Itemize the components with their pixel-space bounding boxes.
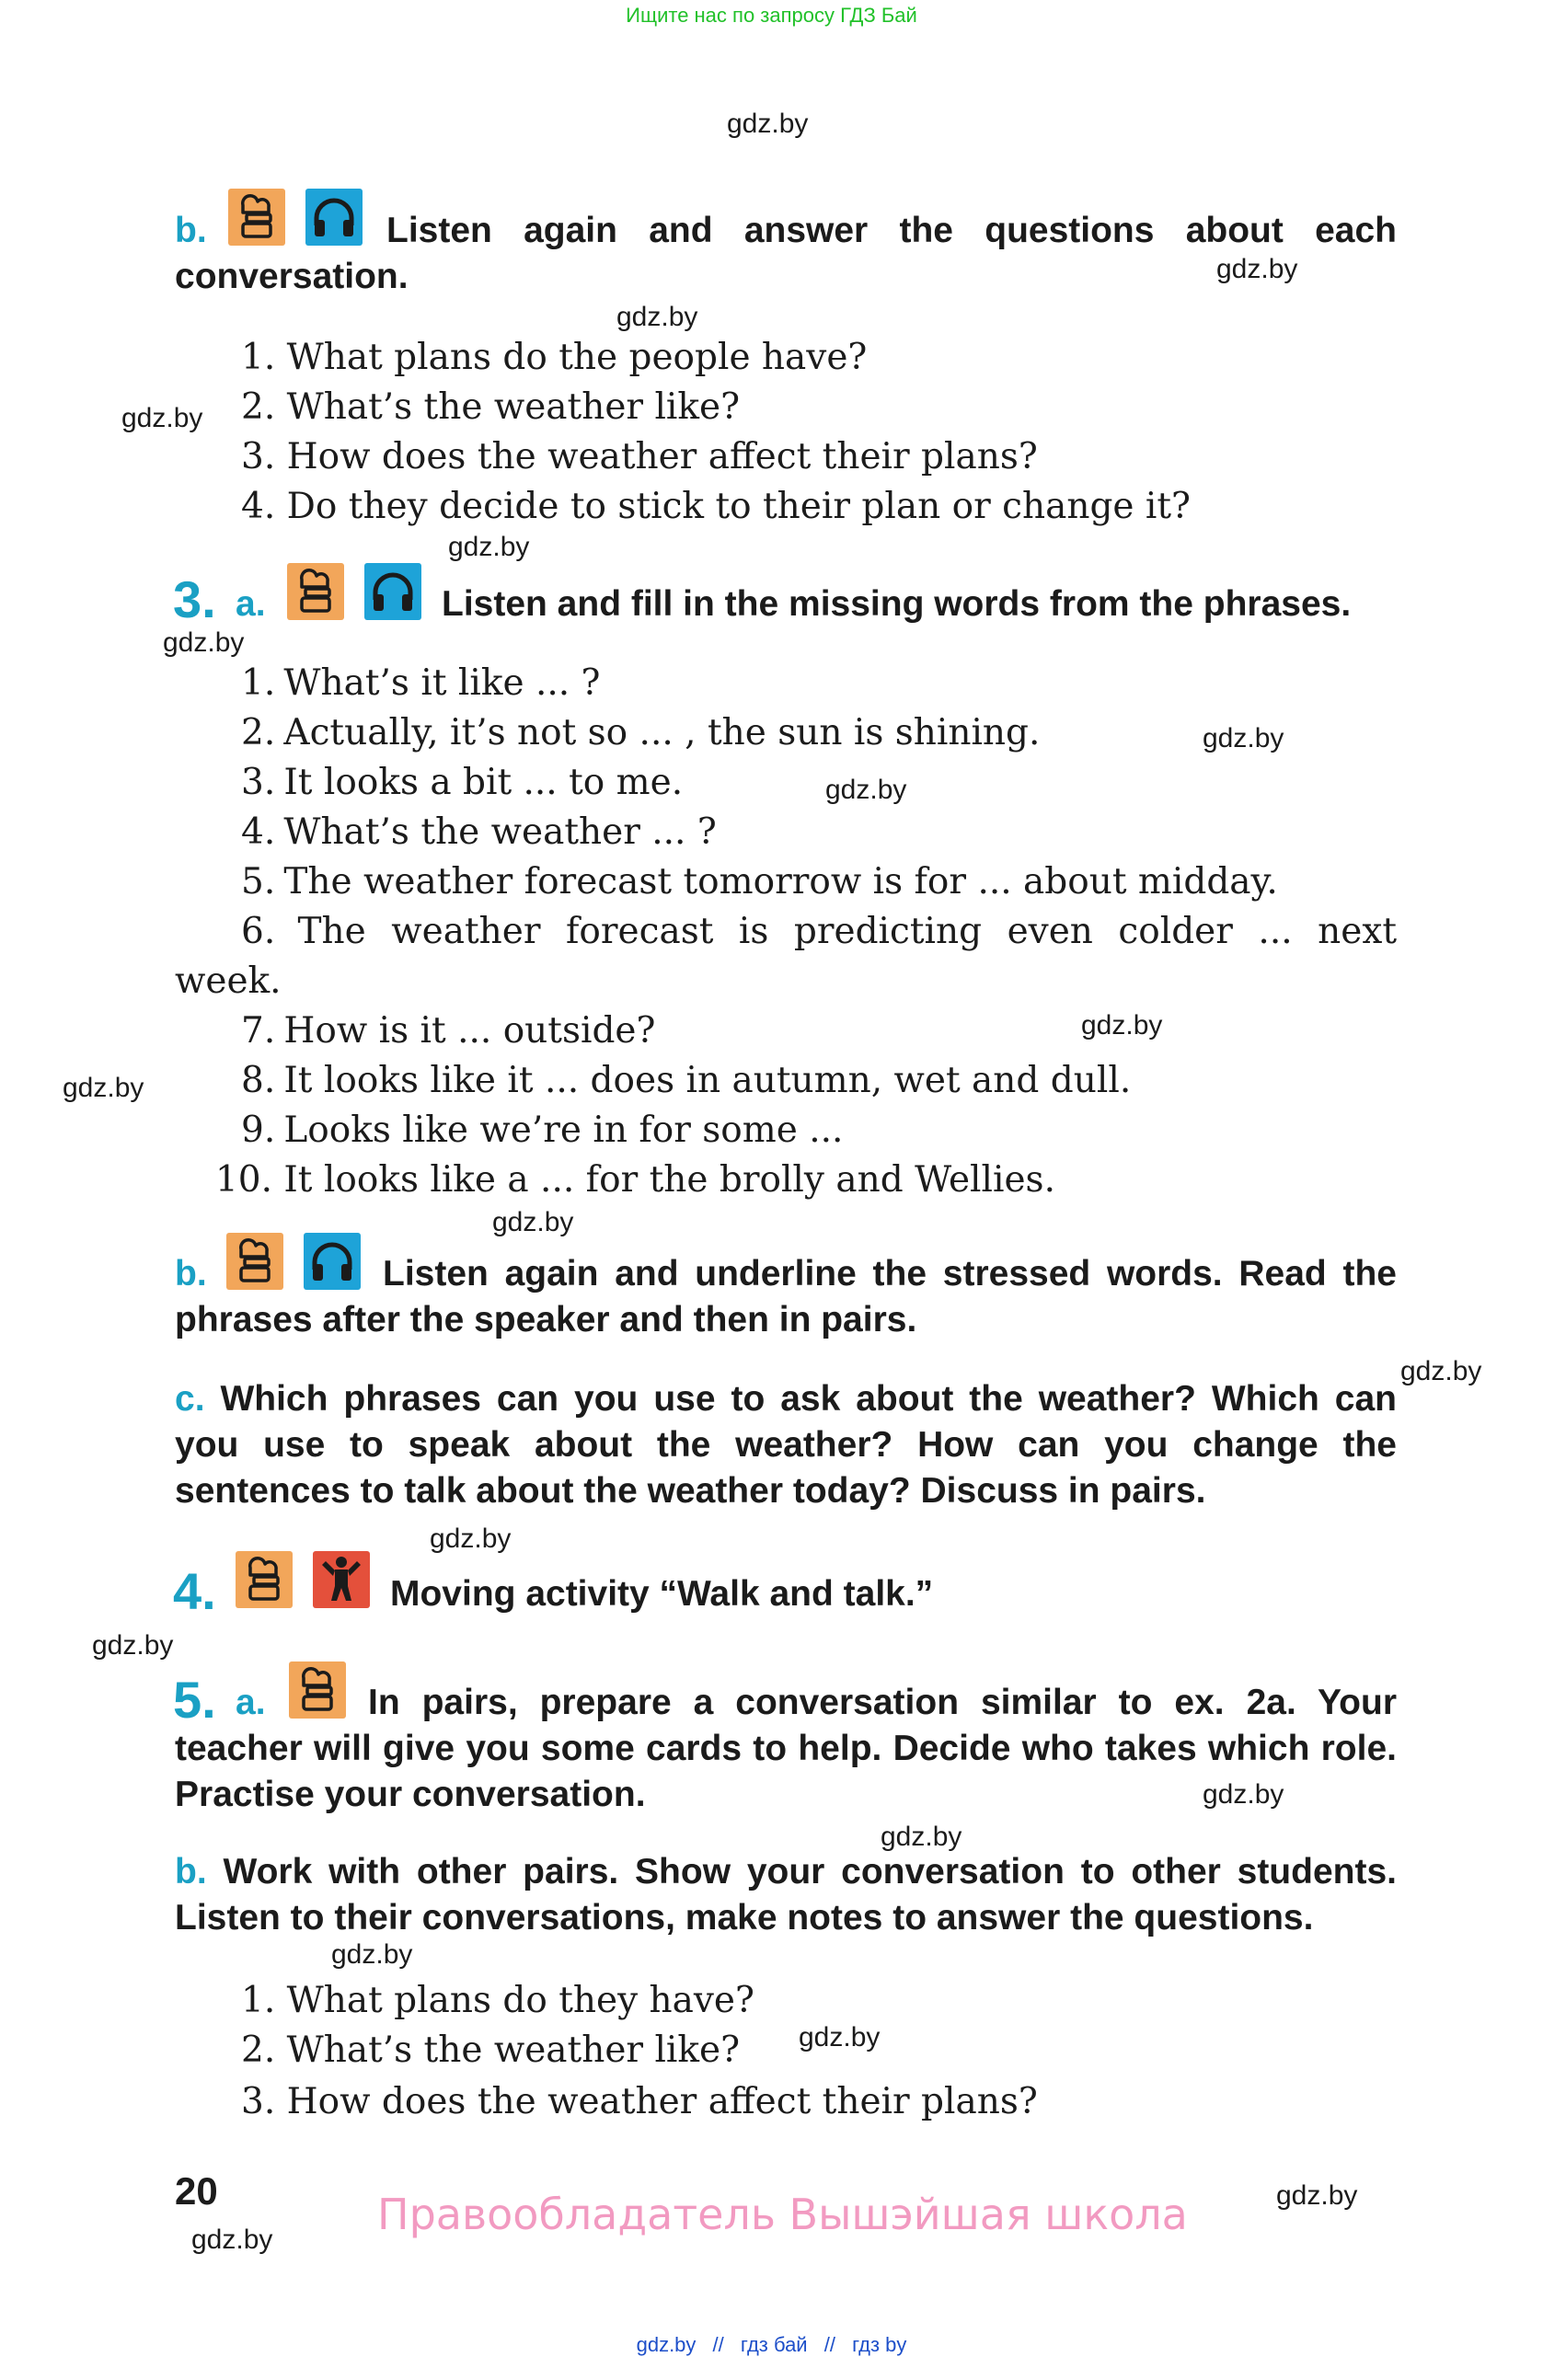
list-item: 3. How does the weather affect their plans? <box>241 436 1038 477</box>
watermark: gdz.by <box>63 1073 144 1103</box>
watermark: gdz.by <box>1203 1779 1284 1810</box>
watermark: gdz.by <box>727 109 809 139</box>
moving-person-icon <box>313 1551 370 1608</box>
link-gdz-bai[interactable]: гдз бай <box>740 2333 808 2356</box>
link-gdz-by[interactable]: gdz.by <box>636 2333 697 2356</box>
list-item: 2. What’s the weather like? <box>241 2029 741 2071</box>
list-item: 4. What’s the weather ... ? <box>241 811 717 853</box>
section-2b-letter: b. <box>175 211 207 250</box>
watermark: gdz.by <box>492 1207 574 1237</box>
list-item: 2. Actually, it’s not so ... , the sun is shining. <box>241 712 1041 753</box>
section-3c-instruction: c. Which phrases can you use to ask about the weather? Which can you use to speak about the weather? How can you change the sentences to talk about the weather today? Discuss in pairs. <box>175 1379 1397 1511</box>
list-item: 7. How is it ... outside? <box>241 1010 656 1052</box>
list-item: 8. It looks like it ... does in autumn, wet and dull. <box>241 1060 1132 1101</box>
list-item-continuation: week. <box>175 960 282 1002</box>
list-item: 6. The weather forecast is predicting even colder ... next <box>241 911 1397 952</box>
watermark: gdz.by <box>1216 254 1298 284</box>
list-item: 2. What’s the weather like? <box>241 386 741 428</box>
section-3a-letter: a. <box>236 584 266 624</box>
list-item: 5. The weather forecast tomorrow is for ... about midday. <box>241 861 1278 903</box>
section-5-number: 5. <box>173 1671 216 1729</box>
watermark: gdz.by <box>616 302 698 332</box>
section-5b-instruction: b. Work with other pairs. Show your conversation to other students. Listen to their conversations, make notes to answer the questions. <box>175 1852 1397 1937</box>
list-item: 4. Do they decide to stick to their plan or change it? <box>241 486 1191 527</box>
watermark: gdz.by <box>448 532 530 562</box>
group-work-icon <box>236 1551 293 1608</box>
section-4-number: 4. <box>173 1562 216 1620</box>
link-gdz-by-ru[interactable]: гдз by <box>852 2333 907 2356</box>
link-separator: // <box>823 2333 835 2356</box>
section-2b-instruction: Listen again and answer the questions about each conversation. <box>175 211 1397 296</box>
section-3b-instruction: Listen again and underline the stressed words. Read the phrases after the speaker and then in pairs. <box>175 1254 1397 1339</box>
section-4-instruction: Moving activity “Walk and talk.” <box>390 1574 934 1614</box>
watermark: gdz.by <box>92 1630 174 1661</box>
watermark: gdz.by <box>799 2022 881 2052</box>
section-3-number: 3. <box>173 570 216 628</box>
section-5a-instruction: In pairs, prepare a conversation similar to ex. 2a. Your teacher will give you some cards to help. Decide who takes which role. Practise your conversation. <box>175 1683 1397 1814</box>
list-item: 1. What’s it like ... ? <box>241 662 601 704</box>
list-item: 1. What plans do they have? <box>241 1980 754 2021</box>
copyright-notice: Правообладатель Вышэйшая школа <box>377 2190 1188 2239</box>
watermark: gdz.by <box>1400 1356 1482 1386</box>
watermark: gdz.by <box>825 775 907 805</box>
bottom-links <box>0 2333 1543 2357</box>
section-3a-instruction: Listen and fill in the missing words from the phrases. <box>442 584 1352 624</box>
watermark: gdz.by <box>881 1822 962 1852</box>
watermark: gdz.by <box>121 403 203 433</box>
group-work-icon <box>287 563 344 620</box>
link-separator: // <box>712 2333 724 2356</box>
list-item: 9. Looks like we’re in for some ... <box>241 1110 844 1151</box>
list-item: 1. What plans do the people have? <box>241 337 868 378</box>
watermark: gdz.by <box>1203 723 1284 753</box>
section-3b-letter: b. <box>175 1254 207 1293</box>
watermark: gdz.by <box>191 2225 273 2255</box>
section-5b-letter: b. <box>175 1852 207 1891</box>
section-5a-letter: a. <box>236 1683 266 1722</box>
watermark: gdz.by <box>1276 2180 1358 2211</box>
page-number: 20 <box>175 2169 218 2213</box>
section-3c-letter: c. <box>175 1379 205 1419</box>
list-item: 3. How does the weather affect their plans? <box>241 2081 1038 2122</box>
headphones-icon <box>364 563 421 620</box>
watermark: gdz.by <box>163 627 245 658</box>
watermark: gdz.by <box>1081 1010 1163 1041</box>
list-item: 10. It looks like a ... for the brolly and Wellies. <box>214 1159 1055 1201</box>
list-item: 3. It looks a bit ... to me. <box>241 762 684 803</box>
top-banner: Ищите нас по запросу ГДЗ Бай <box>626 4 917 27</box>
watermark: gdz.by <box>331 1939 413 1970</box>
watermark: gdz.by <box>430 1523 512 1554</box>
